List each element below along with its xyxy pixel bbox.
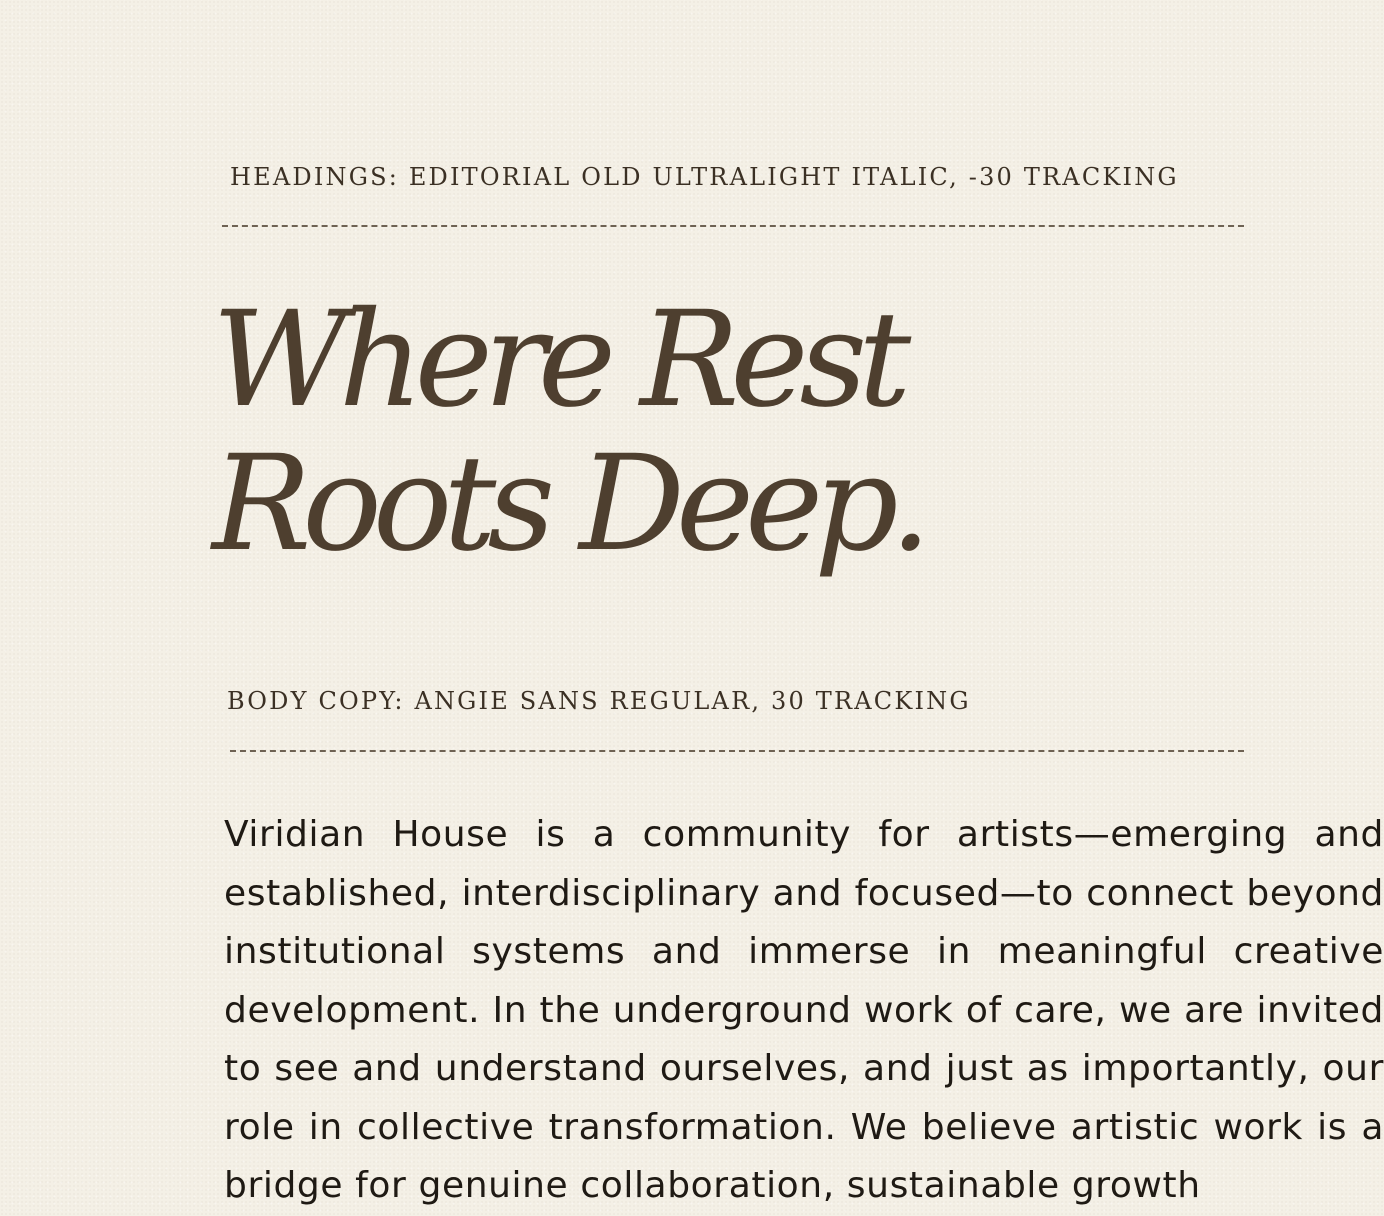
dashed-divider-headings	[222, 225, 1244, 227]
body-copy-spec-label: BODY COPY: ANGIE SANS REGULAR, 30 TRACKING	[227, 687, 971, 715]
dashed-divider-body	[230, 750, 1244, 752]
headings-spec-label: HEADINGS: EDITORIAL OLD ULTRALIGHT ITALIC, -30 TRACKING	[230, 163, 1179, 191]
hero-heading-line-2: Roots Deep.	[212, 427, 923, 581]
hero-heading	[212, 283, 923, 581]
body-paragraph: Viridian House is a community for artists—emerging and established, interdisciplinary and focused—to connect beyond institutional systems and immerse in meaningful creative development. In the underground work of care, we are invited to see and understand ourselves, and just as importantly, our role in collective transformation. We believe artistic work is a bridge for genuine collaboration, sustainable growth	[224, 814, 1384, 1206]
hero-heading-line-1: Where Rest	[212, 283, 903, 437]
